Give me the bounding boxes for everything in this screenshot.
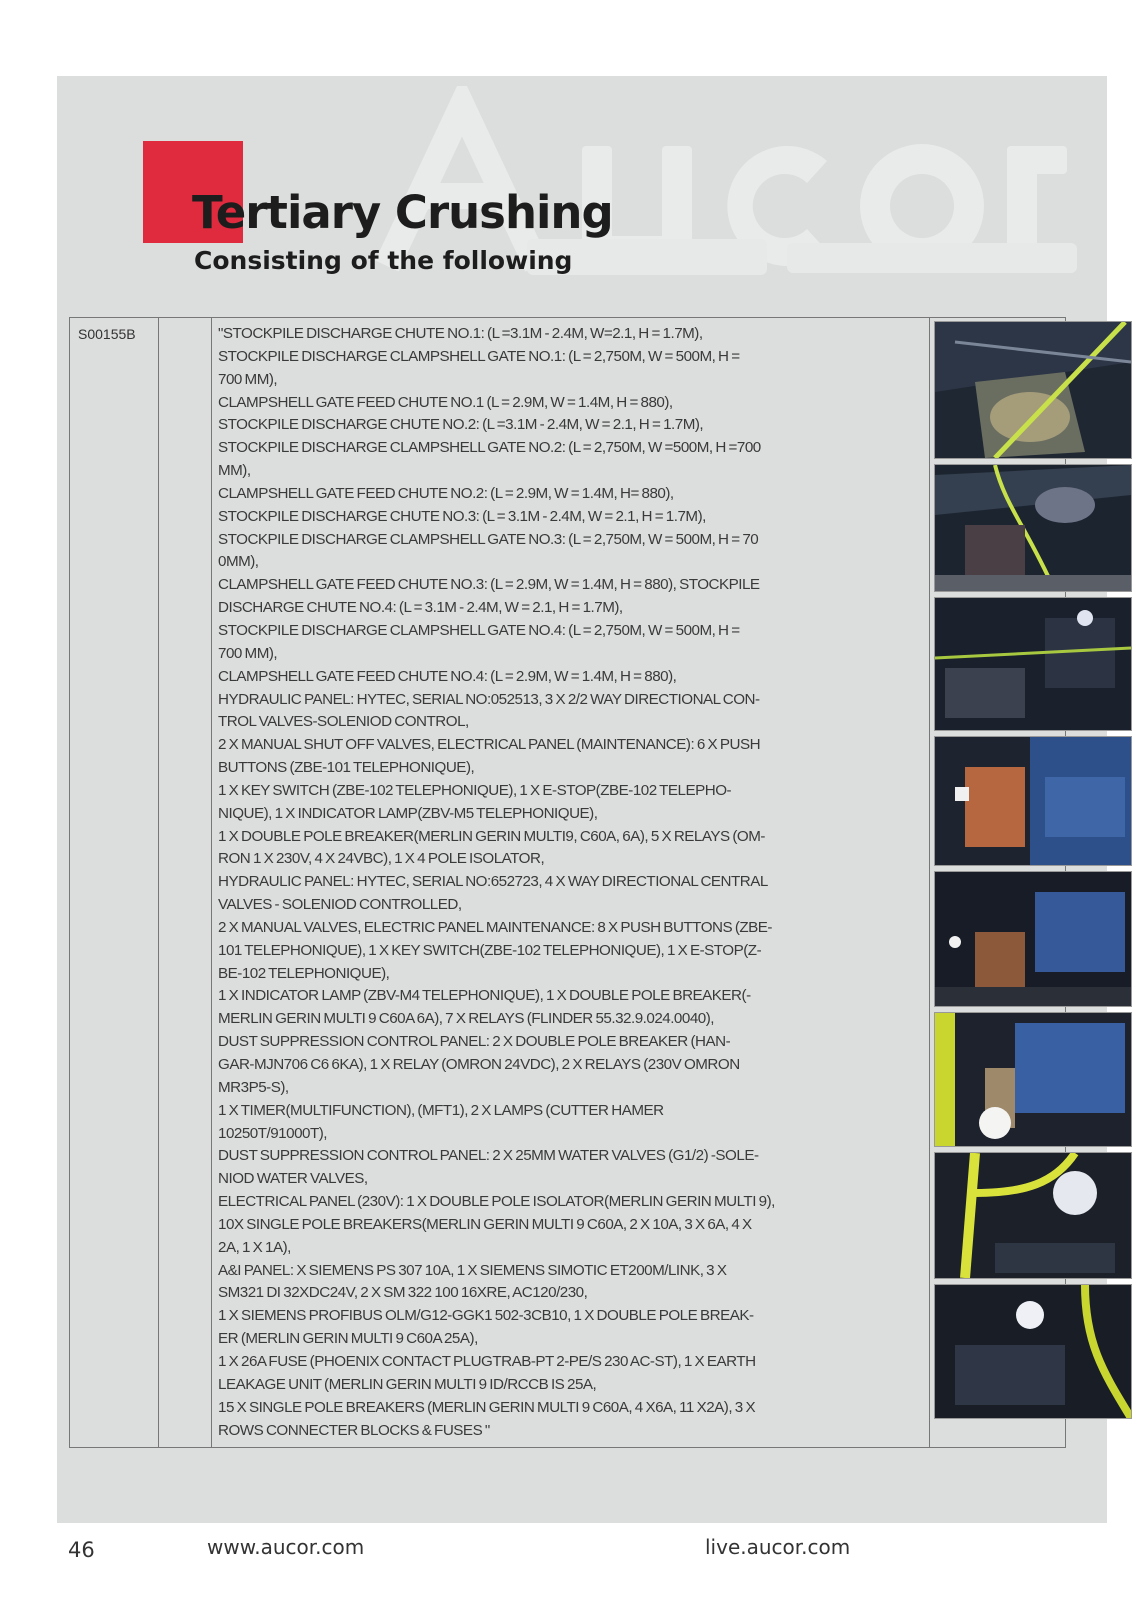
description-line: 2A, 1 X 1A), bbox=[218, 1238, 291, 1256]
equipment-photo bbox=[934, 597, 1132, 731]
description-line: STOCKPILE DISCHARGE CHUTE NO.3: (L = 3.1M - 2.4M, W = 2.1, H = 1.7M), bbox=[218, 507, 706, 525]
description-line: DISCHARGE CHUTE NO.4: (L = 3.1M - 2.4M, W = 2.1, H = 1.7M), bbox=[218, 599, 623, 617]
description-line: 1 X 26A FUSE (PHOENIX CONTACT PLUGTRAB-PT 2-PE/S 230 AC-ST), 1 X EARTH bbox=[218, 1352, 756, 1370]
description-line: 700 MM), bbox=[218, 370, 278, 388]
description-line: CLAMPSHELL GATE FEED CHUTE NO.4: (L = 2.9M, W = 1.4M, H = 880), bbox=[218, 667, 677, 685]
description-line: HYDRAULIC PANEL: HYTEC, SERIAL NO:052513, 3 X 2/2 WAY DIRECTIONAL CON- bbox=[218, 690, 760, 708]
description-line: 1 X KEY SWITCH (ZBE-102 TELEPHONIQUE), 1 X E-STOP(ZBE-102 TELEPHO- bbox=[218, 781, 732, 799]
lot-description bbox=[218, 323, 924, 1442]
equipment-photo bbox=[934, 871, 1132, 1007]
description-line: 1 X TIMER(MULTIFUNCTION), (MFT1), 2 X LAMPS (CUTTER HAMER bbox=[218, 1101, 664, 1119]
page-title: Tertiary Crushing bbox=[192, 186, 613, 239]
description-line: MM), bbox=[218, 462, 251, 480]
description-line: GAR-MJN706 C6 6KA), 1 X RELAY (OMRON 24VDC), 2 X RELAYS (230V OMRON bbox=[218, 1056, 740, 1073]
equipment-photo bbox=[934, 321, 1132, 459]
page-number: 46 bbox=[68, 1538, 95, 1562]
description-line: LEAKAGE UNIT (MERLIN GERIN MULTI 9 ID/RCCB IS 25A, bbox=[218, 1375, 597, 1393]
description-line: 101 TELEPHONIQUE), 1 X KEY SWITCH(ZBE-102 TELEPHONIQUE), 1 X E-STOP(Z- bbox=[218, 941, 762, 959]
equipment-photo bbox=[934, 464, 1132, 592]
description-line: 10X SINGLE POLE BREAKERS(MERLIN GERIN MULTI 9 C60A, 2 X 10A, 3 X 6A, 4 X bbox=[218, 1215, 752, 1233]
description-line: 2 X MANUAL VALVES, ELECTRIC PANEL MAINTENANCE: 8 X PUSH BUTTONS (ZBE- bbox=[218, 918, 772, 936]
description-line: SM321 DI 32XDC24V, 2 X SM 322 100 16XRE, AC120/230, bbox=[218, 1284, 588, 1302]
description-line: "STOCKPILE DISCHARGE CHUTE NO.1: (L =3.1M - 2.4M, W=2.1, H = 1.7M), bbox=[218, 325, 703, 342]
equipment-photo bbox=[934, 736, 1132, 866]
lot-number: S00155B bbox=[78, 326, 136, 342]
description-line: MR3P5-S), bbox=[218, 1078, 289, 1096]
description-line: BUTTONS (ZBE-101 TELEPHONIQUE), bbox=[218, 759, 475, 777]
description-line: STOCKPILE DISCHARGE CLAMPSHELL GATE NO.1: (L = 2,750M, W = 500M, H = bbox=[218, 347, 740, 365]
description-line: 10250T/91000T), bbox=[218, 1124, 328, 1142]
lot-number-cell bbox=[70, 318, 159, 1447]
description-line: ROWS CONNECTER BLOCKS & FUSES " bbox=[218, 1421, 490, 1439]
description-line: STOCKPILE DISCHARGE CLAMPSHELL GATE NO.3: (L = 2,750M, W = 500M, H = 70 bbox=[218, 530, 759, 548]
description-line: A&I PANEL: X SIEMENS PS 307 10A, 1 X SIEMENS SIMOTIC ET200M/LINK, 3 X bbox=[218, 1261, 727, 1279]
equipment-photo bbox=[934, 1284, 1132, 1419]
empty-cell bbox=[159, 318, 212, 1447]
description-line: NIOD WATER VALVES, bbox=[218, 1170, 368, 1188]
description-line: STOCKPILE DISCHARGE CLAMPSHELL GATE NO.2: (L = 2,750M, W =500M, H =700 bbox=[218, 439, 761, 457]
description-line: 2 X MANUAL SHUT OFF VALVES, ELECTRICAL PANEL (MAINTENANCE): 6 X PUSH bbox=[218, 736, 761, 754]
description-line: ELECTRICAL PANEL (230V): 1 X DOUBLE POLE ISOLATOR(MERLIN GERIN MULTI 9), bbox=[218, 1193, 775, 1211]
description-line: 0MM), bbox=[218, 553, 259, 571]
description-line: ER (MERLIN GERIN MULTI 9 C60A 25A), bbox=[218, 1330, 478, 1348]
description-line: STOCKPILE DISCHARGE CHUTE NO.2: (L =3.1M - 2.4M, W = 2.1, H = 1.7M), bbox=[218, 416, 704, 434]
lot-description-cell bbox=[212, 318, 930, 1447]
description-line: CLAMPSHELL GATE FEED CHUTE NO.3: (L = 2.9M, W = 1.4M, H = 880), STOCKPILE bbox=[218, 576, 760, 594]
description-line: STOCKPILE DISCHARGE CLAMPSHELL GATE NO.4: (L = 2,750M, W = 500M, H = bbox=[218, 621, 740, 639]
description-line: 700 MM), bbox=[218, 644, 278, 662]
equipment-photo bbox=[934, 1012, 1132, 1147]
description-line: 1 X INDICATOR LAMP (ZBV-M4 TELEPHONIQUE), 1 X DOUBLE POLE BREAKER(- bbox=[218, 987, 751, 1005]
description-line: VALVES - SOLENIOD CONTROLLED, bbox=[218, 896, 462, 914]
description-line: 15 X SINGLE POLE BREAKERS (MERLIN GERIN MULTI 9 C60A, 4 X6A, 11 X2A), 3 X bbox=[218, 1398, 756, 1416]
description-line: TROL VALVES-SOLENIOD CONTROL, bbox=[218, 713, 469, 731]
description-line: CLAMPSHELL GATE FEED CHUTE NO.2: (L = 2.9M, W = 1.4M, H= 880), bbox=[218, 484, 674, 502]
description-line: BE-102 TELEPHONIQUE), bbox=[218, 964, 390, 982]
equipment-photo bbox=[934, 1152, 1132, 1279]
lot-table bbox=[69, 317, 1066, 1448]
website-link[interactable]: www.aucor.com bbox=[207, 1535, 365, 1559]
description-line: HYDRAULIC PANEL: HYTEC, SERIAL NO:652723, 4 X WAY DIRECTIONAL CENTRAL bbox=[218, 873, 768, 891]
page-subtitle: Consisting of the following bbox=[194, 246, 573, 275]
description-line: CLAMPSHELL GATE FEED CHUTE NO.1 (L = 2.9M, W = 1.4M, H = 880), bbox=[218, 393, 673, 411]
description-line: 1 X DOUBLE POLE BREAKER(MERLIN GERIN MULTI9, C60A, 6A), 5 X RELAYS (OM- bbox=[218, 827, 765, 845]
description-line: DUST SUPPRESSION CONTROL PANEL: 2 X 25MM WATER VALVES (G1/2) -SOLE- bbox=[218, 1147, 759, 1165]
description-line: MERLIN GERIN MULTI 9 C60A 6A), 7 X RELAYS (FLINDER 55.32.9.024.0040), bbox=[218, 1010, 714, 1028]
description-line: RON 1 X 230V, 4 X 24VBC), 1 X 4 POLE ISOLATOR, bbox=[218, 850, 545, 868]
description-line: DUST SUPPRESSION CONTROL PANEL: 2 X DOUBLE POLE BREAKER (HAN- bbox=[218, 1033, 731, 1051]
live-auction-link[interactable]: live.aucor.com bbox=[705, 1535, 851, 1559]
description-line: NIQUE), 1 X INDICATOR LAMP(ZBV-M5 TELEPHONIQUE), bbox=[218, 804, 598, 822]
description-line: 1 X SIEMENS PROFIBUS OLM/G12-GGK1 502-3CB10, 1 X DOUBLE POLE BREAK- bbox=[218, 1307, 754, 1325]
